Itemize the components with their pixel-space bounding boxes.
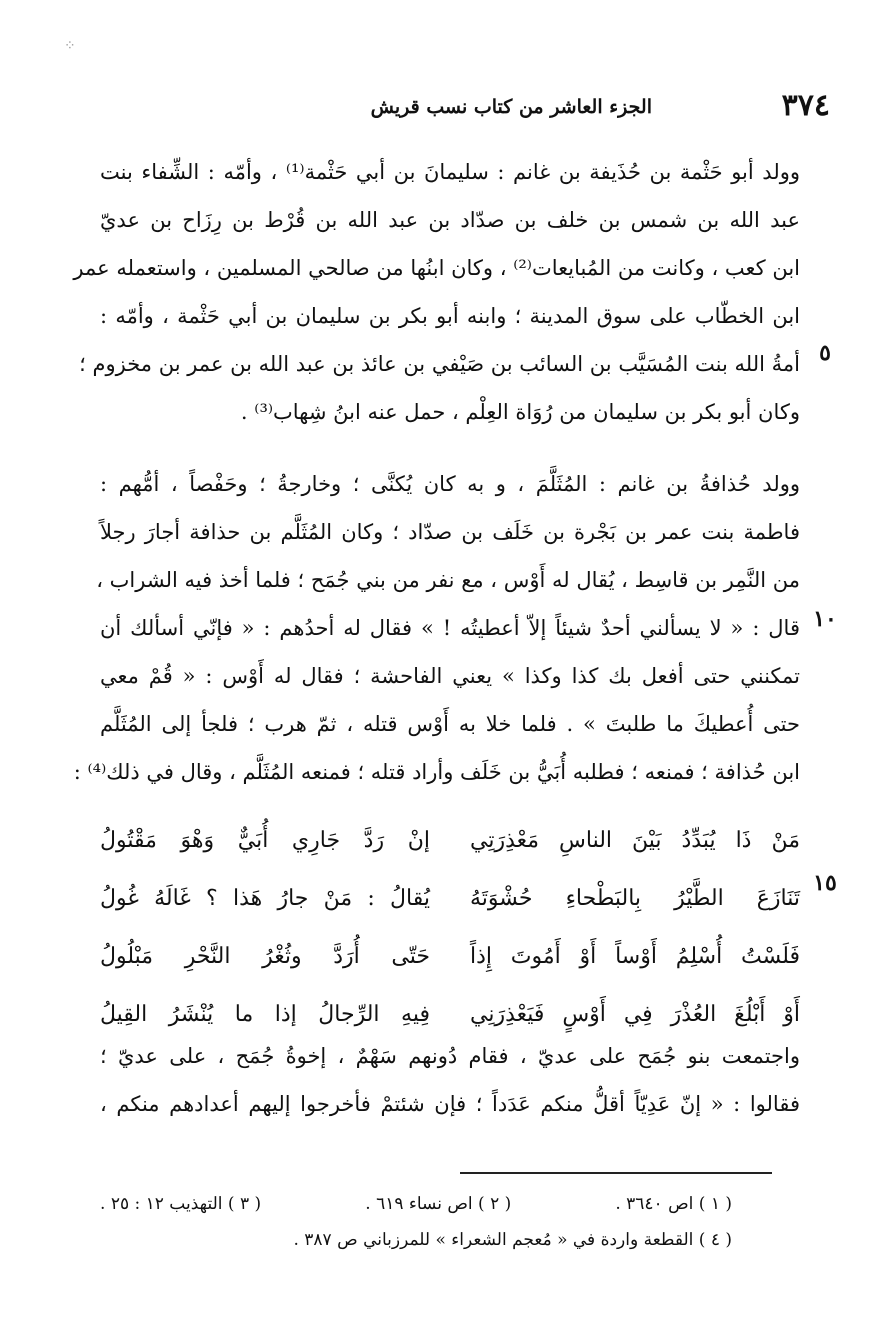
running-title: الجزء العاشر من كتاب نسب قريش xyxy=(370,96,652,118)
footnote-row xyxy=(100,1186,732,1222)
line-number-marker: ١٠ xyxy=(813,606,837,632)
text-line: عبد الله بن شمس بن خلف بن صدّاد بن عبد الله بن قُرْط بن رِزَاح بن عديّ xyxy=(100,208,800,232)
verse-first-hemistich: أَوْ أَبْلُغَ العُذْرَ فِي أَوْسٍ فَيَعْذِرَنِي xyxy=(470,1002,800,1027)
poem-verse xyxy=(100,812,800,870)
text-line: وولد حُذافةُ بن غانم : المُثَلَّمَ ، و به كان يُكنَّى ؛ وخارجةُ ؛ وحَفْصاً ، أمُّهم : xyxy=(100,472,800,496)
verse-second-hemistich: فِيهِ الرِّجالُ إذا ما يُنْشَرُ القِيلُ xyxy=(100,1002,430,1027)
verse-first-hemistich: تَنَازَعَ الطَّيْرُ بِالبَطْحاءِ حُشْوَتَهُ xyxy=(470,886,800,911)
text-line: فاطمة بنت عمر بن بَجْرة بن خَلَف بن صدّاد ؛ وكان المُثَلَّم بن حذافة أجارَ رجلاً xyxy=(100,520,800,544)
text-line: وكان أبو بكر بن سليمان من رُوَاة العِلْم ، حمل عنه ابنُ شِهاب⁽³⁾ . xyxy=(240,400,800,424)
text-line: قال : « لا يسألني أحدٌ شيئاً إلاّ أعطيتُه ! » فقال له أحدُهم : « فإنّي أسألك أن xyxy=(100,616,800,640)
line-number-marker: ٥ xyxy=(819,340,831,366)
verse-second-hemistich: حَتّى أُرَدَّ وثُغْرُ النَّحْرِ مَبْلُولُ xyxy=(100,944,430,969)
footnote-1: ( ١ ) اص ٣٦٤٠ . xyxy=(615,1194,732,1214)
verse-first-hemistich: مَنْ ذَا يُبَدِّدُ بَيْنَ الناسِ مَعْذِرَتِي xyxy=(470,828,800,853)
verse-second-hemistich: يُقالُ : مَنْ جارُ هَذا ؟ غَالَهُ غُولُ xyxy=(100,886,430,911)
poem-verse xyxy=(100,870,800,928)
paragraph-hudhafa xyxy=(73,460,800,796)
text-line: حتى أُعطيكَ ما طلبتَ » . فلما خلا به أَوْس قتله ، ثمّ هرب ؛ فلجأ إلى المُثَلَّم xyxy=(100,712,800,736)
verse-first-hemistich: فَلَسْتُ أُسْلِمُ أَوْساً أَوْ أَمُوتَ إِذاً xyxy=(470,944,800,969)
text-line: تمكنني حتى أفعل بك كذا وكذا » يعني الفاحشة ؛ فقال له أَوْس : « قُمْ معي xyxy=(100,664,800,688)
text-line: وولد أبو حَثْمة بن حُذَيفة بن غانم : سليمانَ بن أبي حَثْمة⁽¹⁾ ، وأمّه : الشِّفاء بنت xyxy=(100,160,800,184)
line-number-marker: ١٥ xyxy=(813,870,837,896)
text-line: فقالوا : « إنّ عَدِيّاً أقلُّ منكم عَدَداً ؛ فإن شئتمْ فأخرجوا إليهم أعدادهم منكم ، xyxy=(100,1092,800,1116)
printing-speck: ⁘ xyxy=(64,38,76,54)
text-line: من النَّمِر بن قاسِط ، يُقال له أَوْس ، مع نفر من بني جُمَح ؛ فلما أخذ فيه الشراب ، xyxy=(96,568,800,592)
paragraph-jumah xyxy=(100,1032,800,1128)
footnote-separator xyxy=(460,1172,772,1174)
text-line: واجتمعت بنو جُمَح على عديّ ، فقام دُونهم سَهْمٌ ، إخوةُ جُمَح ، على عديّ ؛ xyxy=(100,1044,800,1068)
text-line: ابن الخطّاب على سوق المدينة ؛ وابنه أبو بكر بن سليمان بن أبي حَثْمة ، وأمّه : xyxy=(100,304,800,328)
footnote-row xyxy=(100,1222,732,1258)
poem xyxy=(100,812,800,1044)
footnote-2: ( ٢ ) اص نساء ٦١٩ . xyxy=(365,1194,512,1214)
footnote-4: ( ٤ ) القطعة واردة في « مُعجم الشعراء » للمرزباني ص ٣٨٧ . xyxy=(293,1230,732,1250)
paragraph-abu-hathma xyxy=(73,148,800,436)
footnote-3: ( ٣ ) التهذيب ١٢ : ٢٥ . xyxy=(100,1194,262,1214)
text-line: أمةُ الله بنت المُسَيَّب بن السائب بن صَيْفي بن عائذ بن عبد الله بن عمر بن مخزوم ؛ xyxy=(79,352,800,376)
verse-second-hemistich: إنْ رَدَّ جَارِي أُبَيٌّ وَهْوَ مَقْتُولُ xyxy=(100,828,430,853)
footnotes xyxy=(100,1186,732,1258)
text-line: ابن كعب ، وكانت من المُبايعات⁽²⁾ ، وكان ابنُها من صالحي المسلمين ، واستعمله عمر xyxy=(73,256,800,280)
poem-verse xyxy=(100,928,800,986)
page-header xyxy=(100,88,830,128)
page-number: ٣٧٤ xyxy=(781,88,830,123)
text-line: ابن حُذافة ؛ فمنعه ؛ فطلبه أُبَيُّ بن خَلَف وأراد قتله ؛ فمنعه المُثَلَّم ، وقال في ذلك⁽⁴⁾ : xyxy=(73,760,800,784)
